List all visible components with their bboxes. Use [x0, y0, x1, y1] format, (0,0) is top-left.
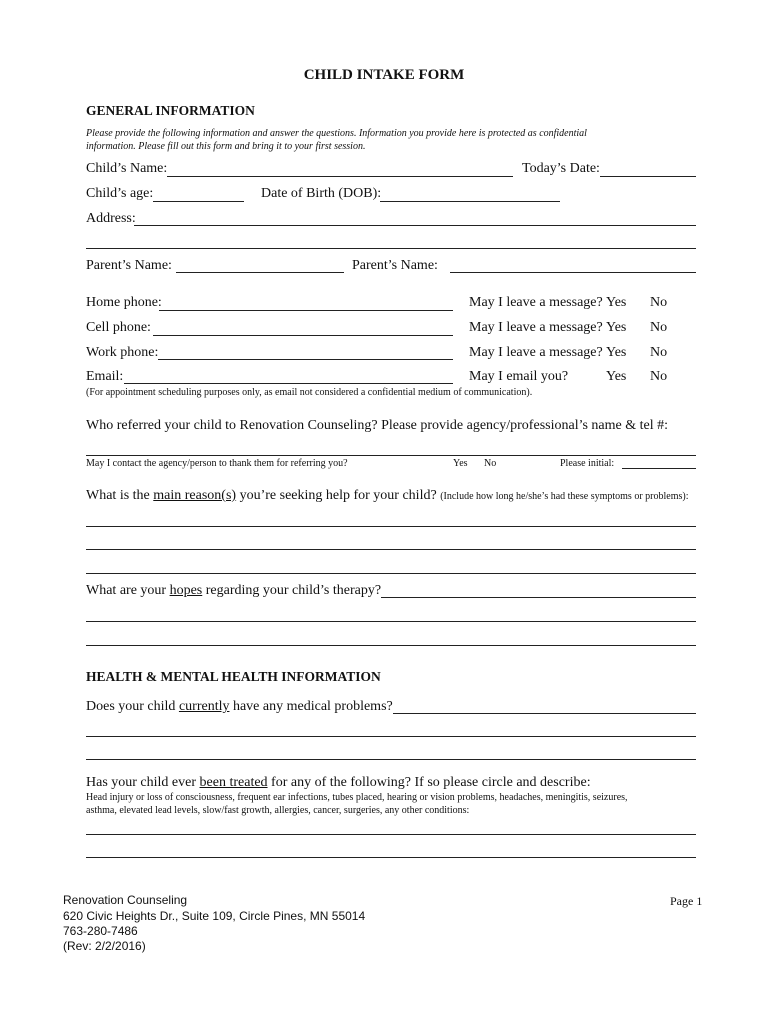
hopes-field-line-2[interactable] [86, 621, 696, 622]
conditions-line-field-1[interactable] [86, 834, 696, 835]
parent-name-2-label: Parent’s Name: [352, 258, 438, 273]
parent-name-1-label: Parent’s Name: [86, 258, 172, 273]
conditions-line-field-2[interactable] [86, 857, 696, 858]
main-reason-line-2[interactable] [86, 549, 696, 550]
childs-name-label: Child’s Name: [86, 161, 168, 176]
hopes-question: What are your hopes regarding your child’s therapy? [86, 583, 382, 598]
conditions-line-2: asthma, elevated lead levels, slow/fast growth, allergies, cancer, surgeries, any other conditions: [86, 805, 470, 816]
address-field-line-1[interactable] [134, 225, 696, 226]
work-phone-label: Work phone: [86, 345, 159, 360]
footer-address: 620 Civic Heights Dr., Suite 109, Circle Pines, MN 55014 [63, 909, 366, 923]
work-phone-field[interactable] [158, 359, 453, 360]
email-field[interactable] [124, 383, 453, 384]
referral-field[interactable] [86, 455, 696, 456]
medical-problems-line-1[interactable] [393, 713, 696, 714]
medical-problems-question: Does your child currently have any medical problems? [86, 699, 393, 714]
hopes-field-line-3[interactable] [86, 645, 696, 646]
please-initial-label: Please initial: [560, 458, 615, 469]
work-message-no[interactable]: No [650, 345, 668, 360]
hopes-field-line-1[interactable] [381, 597, 696, 598]
health-heading: HEALTH & MENTAL HEALTH INFORMATION [86, 669, 381, 684]
page-number: Page 1 [670, 894, 703, 908]
been-treated-question: Has your child ever been treated for any of the following? If so please circle and describe: [86, 775, 591, 790]
childs-name-field[interactable] [167, 176, 513, 177]
home-message-no[interactable]: No [650, 295, 668, 310]
home-message-yes[interactable]: Yes [606, 295, 627, 310]
cell-message-no[interactable]: No [650, 320, 668, 335]
cell-message-yes[interactable]: Yes [606, 320, 627, 335]
childs-age-label: Child’s age: [86, 186, 154, 201]
email-you-no[interactable]: No [650, 369, 668, 384]
footer-rev: (Rev: 2/2/2016) [63, 939, 146, 953]
please-initial-field[interactable] [622, 468, 696, 469]
email-you-label: May I email you? [469, 369, 569, 384]
home-phone-label: Home phone: [86, 295, 162, 310]
medical-problems-line-2[interactable] [86, 736, 696, 737]
home-phone-field[interactable] [159, 310, 453, 311]
footer-org: Renovation Counseling [63, 893, 188, 907]
referral-question: Who referred your child to Renovation Counseling? Please provide agency/professional’s name & tel #: [86, 418, 669, 433]
main-reason-line-1[interactable] [86, 526, 696, 527]
dob-label: Date of Birth (DOB): [261, 186, 382, 201]
home-leave-message-label: May I leave a message? [469, 295, 603, 310]
main-reason-question: What is the main reason(s) you’re seeking help for your child? (Include how long he/she’s had these symptoms or problems): [86, 488, 689, 503]
footer-phone: 763-280-7486 [63, 924, 138, 938]
conditions-line-1: Head injury or loss of consciousness, frequent ear infections, tubes placed, hearing or vision problems, headaches, meningitis, seizures, [86, 792, 628, 803]
contact-agency-yes[interactable]: Yes [453, 458, 468, 469]
medical-problems-line-3[interactable] [86, 759, 696, 760]
main-reason-line-3[interactable] [86, 573, 696, 574]
address-label: Address: [86, 211, 136, 226]
intro-line-1: Please provide the following information and answer the questions. Information you provide here is protected as confidential [86, 128, 587, 139]
work-leave-message-label: May I leave a message? [469, 345, 603, 360]
general-information-heading: GENERAL INFORMATION [86, 103, 255, 118]
intro-line-2: information. Please fill out this form and bring it to your first session. [86, 141, 366, 152]
email-note: (For appointment scheduling purposes only, as email not considered a confidential medium of communication). [86, 387, 533, 398]
parent-name-1-field[interactable] [176, 272, 344, 273]
parent-name-2-field[interactable] [450, 272, 696, 273]
form-title: CHILD INTAKE FORM [303, 67, 465, 83]
todays-date-field[interactable] [600, 176, 696, 177]
work-message-yes[interactable]: Yes [606, 345, 627, 360]
dob-field[interactable] [380, 201, 560, 202]
email-you-yes[interactable]: Yes [606, 369, 627, 384]
cell-phone-field[interactable] [153, 335, 453, 336]
contact-agency-question: May I contact the agency/person to thank them for referring you? [86, 458, 348, 469]
email-label: Email: [86, 369, 124, 384]
cell-leave-message-label: May I leave a message? [469, 320, 603, 335]
todays-date-label: Today’s Date: [522, 161, 600, 176]
childs-age-field[interactable] [153, 201, 244, 202]
contact-agency-no[interactable]: No [484, 458, 497, 469]
address-field-line-2[interactable] [86, 248, 696, 249]
cell-phone-label: Cell phone: [86, 320, 151, 335]
